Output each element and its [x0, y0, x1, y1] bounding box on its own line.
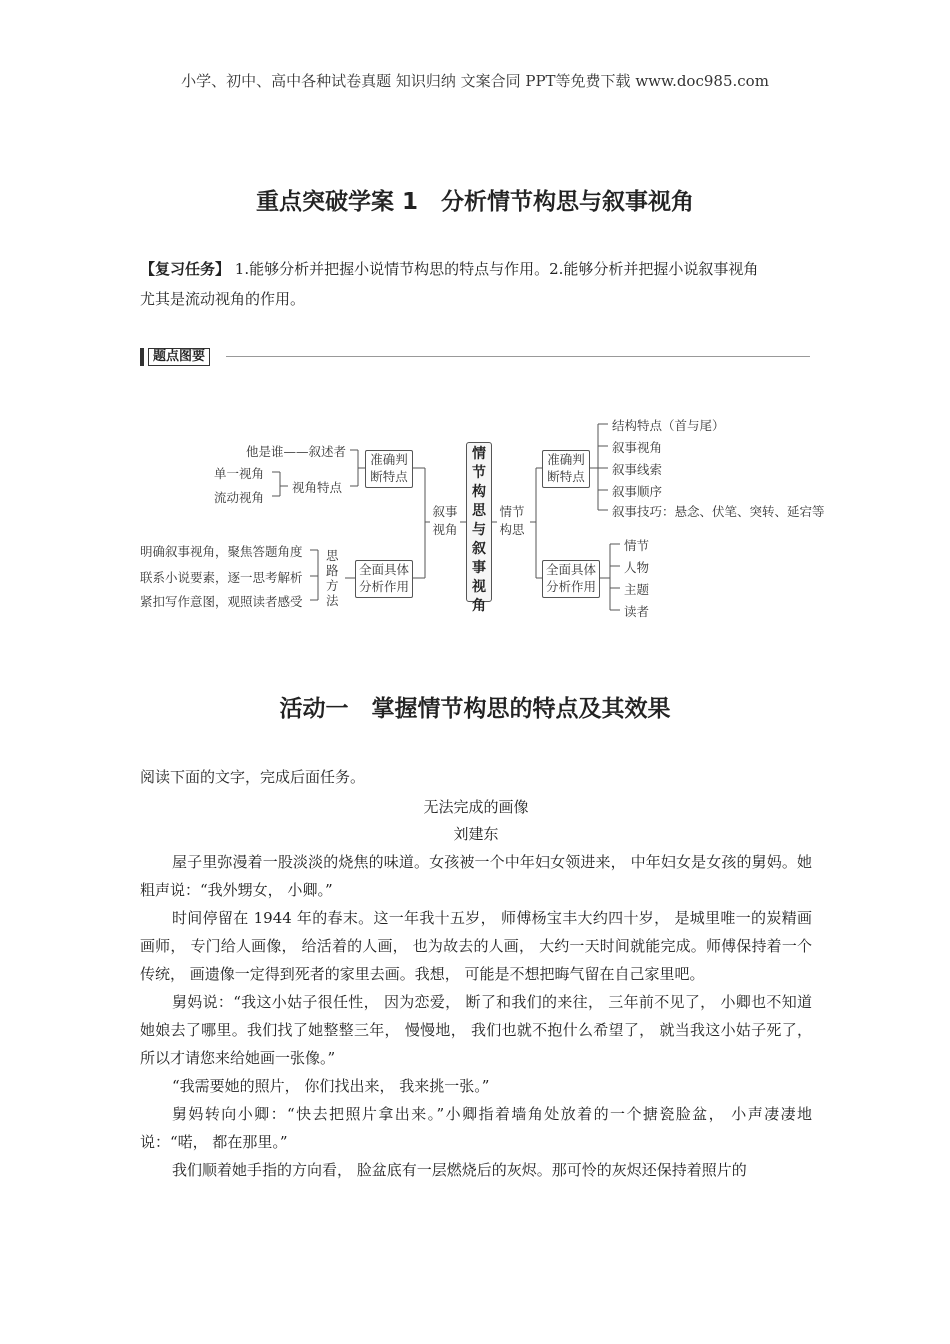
right-top-item: 叙事顺序: [612, 484, 663, 499]
paragraph: 舅妈转向小卿：“快去把照片拿出来。”小卿指着墙角处放着的一个搪瓷脸盆， 小声凄凄地说：“喏， 都在那里。”: [140, 1105, 812, 1151]
center-char: 叙: [472, 541, 486, 557]
page-title: 重点突破学案 1 分析情节构思与叙事视角: [255, 189, 694, 215]
left-top-item: 单一视角: [214, 466, 265, 481]
right-top-item: 叙事视角: [612, 440, 663, 455]
story-author: 刘建东: [453, 825, 499, 843]
story-title: 无法完成的画像: [423, 798, 529, 816]
paragraph: “我需要她的照片， 你们找出来， 我来挑一张。”: [172, 1077, 490, 1095]
center-char: 节: [472, 465, 486, 481]
right-top-item: 结构特点（首与尾）: [612, 418, 725, 433]
section-bar: [140, 348, 144, 366]
review-task-text-1: 1.能够分析并把握小说情节构思的特点与作用。2.能够分析并把握小说叙事视角: [230, 260, 759, 278]
method-item: 明确叙事视角，聚焦答题角度: [140, 544, 303, 559]
activity-title: 活动一 掌握情节构思的特点及其效果: [279, 696, 671, 722]
page-header: 小学、初中、高中各种试卷真题 知识归纳 文案合同 PPT等免费下载 www.doc985.com: [181, 72, 769, 90]
right-top-item: 叙事线索: [612, 462, 663, 477]
right-bottom-item: 读者: [624, 604, 650, 619]
review-task: [140, 254, 812, 314]
right-top-box: 准确判断特点: [542, 450, 590, 488]
paragraph: 时间停留在 1944 年的春末。这一年我十五岁， 师傅杨宝丰大约四十岁， 是城里唯一的炭精画画师， 专门给人画像， 给活着的人画， 也为故去的人画， 大约一天时间就能完成。师傅保持着一个传统， 画遗像一定得到死者的家里去画。我想， 可能是不想把晦气留在自己家里吧。: [140, 909, 812, 983]
center-char: 事: [472, 560, 486, 576]
paragraph: 我们顺着她手指的方向看， 脸盆底有一层燃烧后的灰烬。那可怜的灰烬还保持着照片的: [172, 1161, 747, 1179]
right-bottom-item: 情节: [624, 538, 650, 553]
mindmap: [0, 400, 950, 640]
left-top-item: 视角特点: [292, 480, 343, 495]
mindmap-center: [466, 442, 492, 614]
left-top-box: 准确判断特点: [365, 450, 413, 488]
paragraph: 舅妈说：“我这小姑子很任性， 因为恋爱， 断了和我们的来往， 三年前不见了， 小卿也不知道她娘去了哪里。我们找了她整整三年， 慢慢地， 我们也就不抱什么希望了， 就当我这小姑子死了， 所以才请您来给她画一张像。”: [140, 993, 812, 1067]
right-branch-label: 情节构思: [499, 504, 525, 537]
center-char: 角: [472, 598, 486, 614]
center-char: 视: [472, 579, 486, 595]
center-char: 与: [472, 522, 486, 538]
story-body: [140, 848, 812, 1184]
intro-text: 阅读下面的文字，完成后面任务。: [140, 768, 366, 786]
right-bottom-box: 全面具体分析作用: [542, 560, 600, 598]
left-top-item: 流动视角: [214, 490, 265, 505]
paragraph: 屋子里弥漫着一股淡淡的烧焦的味道。女孩被一个中年妇女领进来， 中年妇女是女孩的舅妈。她粗声说：“我外甥女， 小卿。”: [140, 853, 812, 899]
left-branch-label: 叙事视角: [432, 504, 458, 537]
left-top-item: 他是谁——叙述者: [246, 444, 347, 459]
center-char: 思: [472, 503, 486, 519]
review-task-label: 【复习任务】: [140, 260, 231, 278]
right-bottom-item: 人物: [624, 560, 650, 575]
method-item: 联系小说要素，逐一思考解析: [140, 570, 303, 585]
center-char: 情: [472, 446, 486, 462]
left-bottom-box: 全面具体分析作用: [355, 560, 413, 598]
review-task-text-2: 尤其是流动视角的作用。: [140, 290, 306, 308]
section-label: 题点图要: [148, 348, 210, 366]
right-top-item: 叙事技巧：悬念、伏笔、突转、延宕等: [612, 504, 825, 519]
right-bottom-item: 主题: [624, 582, 650, 597]
center-char: 构: [472, 484, 486, 500]
method-label: 思路方法: [326, 548, 339, 608]
section-header: [140, 347, 810, 367]
method-item: 紧扣写作意图，观照读者感受: [140, 594, 303, 609]
section-rule: [226, 356, 810, 357]
